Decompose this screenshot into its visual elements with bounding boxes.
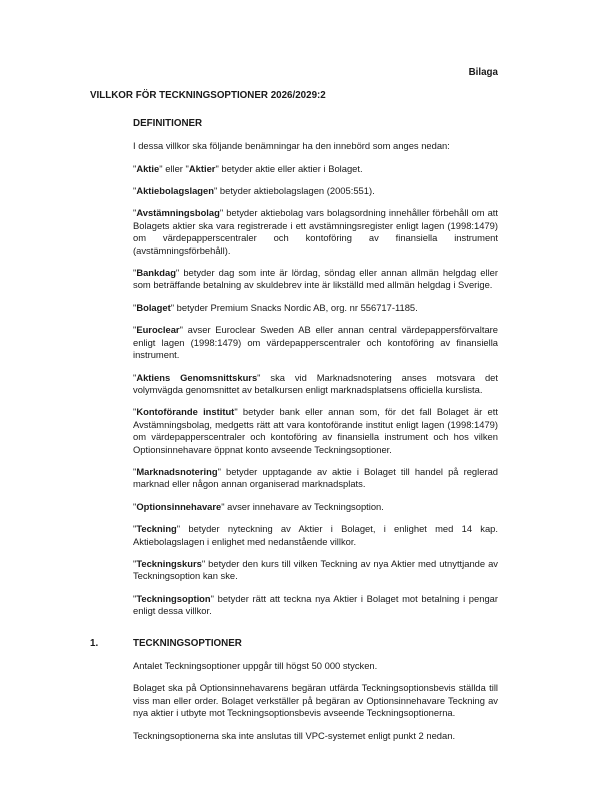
defined-term: Aktier [188,162,216,174]
section-1-paragraph-1: Antalet Teckningsoptioner uppgår till högst 50 000 stycken. [133,660,378,671]
definition-text: " betyder aktiebolagslagen (2005:551). [213,185,375,197]
section-1-title: TECKNINGSOPTIONER [133,637,242,649]
definition-text: " betyder Premium Snacks Nordic AB, org. nr 556717-1185. [170,301,418,313]
defined-term: Teckningskurs [136,557,202,569]
definition-text: " [133,301,137,313]
definition-text: " betyder aktie eller aktier i Bolaget. [215,162,363,174]
definition-text: " [133,207,137,219]
section-1-paragraph-3: Teckningsoptionerna ska inte anslutas till VPC-systemet enligt punkt 2 nedan. [133,729,456,741]
definition-optionsinnehavare [133,501,498,513]
definition-text: " [133,162,137,174]
definition-text: " [133,267,137,279]
definition-kontoforande-institut [133,406,498,456]
defined-term: Kontoförande institut [136,406,235,418]
definitions-intro: I dessa villkor ska följande benämningar ha den innebörd som anges nedan: [133,140,450,152]
definition-teckningsoption [133,593,498,618]
definition-marknadsnotering [133,466,498,491]
defined-term: Optionsinnehavare [136,500,222,512]
defined-term: Bolaget [136,301,171,313]
defined-term: Marknadsnotering [136,465,218,477]
definition-text: " betyder aktiebolag vars bolagsordning innehåller förbehåll om att Bolagets aktier ska vara registrerade i ett avstämningsregister enligt lagen (1998:1479) om värdepapperscentraler och kontoföring av finansiella instrument (avstämningsförbehåll). [133,207,498,256]
definition-bolaget [133,302,498,314]
definition-avstamningsbolag [133,207,498,257]
attachment-label: Bilaga [468,67,498,78]
section-1-number: 1. [90,637,99,649]
definition-text: " ska vid Marknadsnotering anses motsvara det volymvägda genomsnittet av betalkursen enligt marknadsplatsens officiella kurslista. [133,371,498,395]
definition-aktiens-genomsnittskurs [133,372,498,397]
definition-text: " [133,523,137,535]
definition-text: " [133,406,137,418]
definition-text: " betyder nyteckning av Aktier i Bolaget, i enlighet med 14 kap. Aktiebolagslagen i enlighet med nedanstående villkor. [133,523,498,547]
definition-text: " avser innehavare av Teckningsoption. [221,500,384,512]
definition-aktie [133,163,498,175]
defined-term: Aktiens Genomsnittskurs [136,371,258,383]
defined-term: Teckning [136,523,177,535]
definition-text: " avser Euroclear Sweden AB eller annan central värdepappersförvaltare enligt lagen (1998:1479) om värdepapperscentraler och kontoföring av finansiella instrument. [133,324,498,361]
defined-term: Aktie [136,162,160,174]
definition-text: " betyder den kurs till vilken Teckning av nya Aktier med utnyttjande av Teckningsoption kan ske. [133,557,498,582]
definition-text: " eller " [159,162,189,174]
definition-text: " [133,185,137,197]
definition-aktiebolagslagen [133,185,498,197]
definition-text: " [133,500,137,512]
definition-text: " [133,465,137,477]
definition-text: " betyder bank eller annan som, för det fall Bolaget är ett Avstämningsbolag, medgetts rätt att vara kontoförande institut enligt lagen (1998:1479) om värdepapperscentraler och kontoföring av finansiella instrument och hos vilken Optionsinnehavare öppnat konto avseende Teckningsoptioner. [133,406,498,455]
defined-term: Euroclear [136,324,180,336]
definition-text: " [133,592,137,604]
defined-term: Avstämningsbolag [136,207,220,219]
defined-term: Bankdag [136,267,176,279]
definition-teckning [133,523,498,548]
section-1-heading [90,638,498,650]
definition-text: " betyder rätt att teckna nya Aktier i Bolaget mot betalning i pengar enligt dessa villkor. [133,592,498,617]
definition-teckningskurs [133,558,498,583]
definition-text: " [133,324,137,336]
definition-text: " [133,371,137,383]
definition-text: " betyder dag som inte är lördag, söndag eller annan allmän helgdag eller som beträffande betalning av skuldebrev inte är likställd med allmän helgdag i Sverige. [133,267,498,291]
section-1-paragraph-2: Bolaget ska på Optionsinnehavarens begäran utfärda Teckningsoptionsbevis ställda till viss man eller order. Bolaget verkställer på begäran av Optionsinnehavare Teckning av nya aktier i utbyte mot Teckningsoptionsbevis avseende Teckningsoptionerna. [133,682,498,719]
definition-text: " [133,557,137,569]
definitions-heading: DEFINITIONER [133,117,203,129]
defined-term: Aktiebolagslagen [136,185,214,197]
definition-euroclear [133,324,498,361]
defined-term: Teckningsoption [136,592,211,604]
definition-text: " betyder upptagande av aktie i Bolaget till handel på reglerad marknad eller någon annan organiserad marknadsplats. [133,465,498,490]
definition-bankdag [133,267,498,292]
document-title: VILLKOR FÖR TECKNINGSOPTIONER 2026/2029:2 [90,90,326,102]
